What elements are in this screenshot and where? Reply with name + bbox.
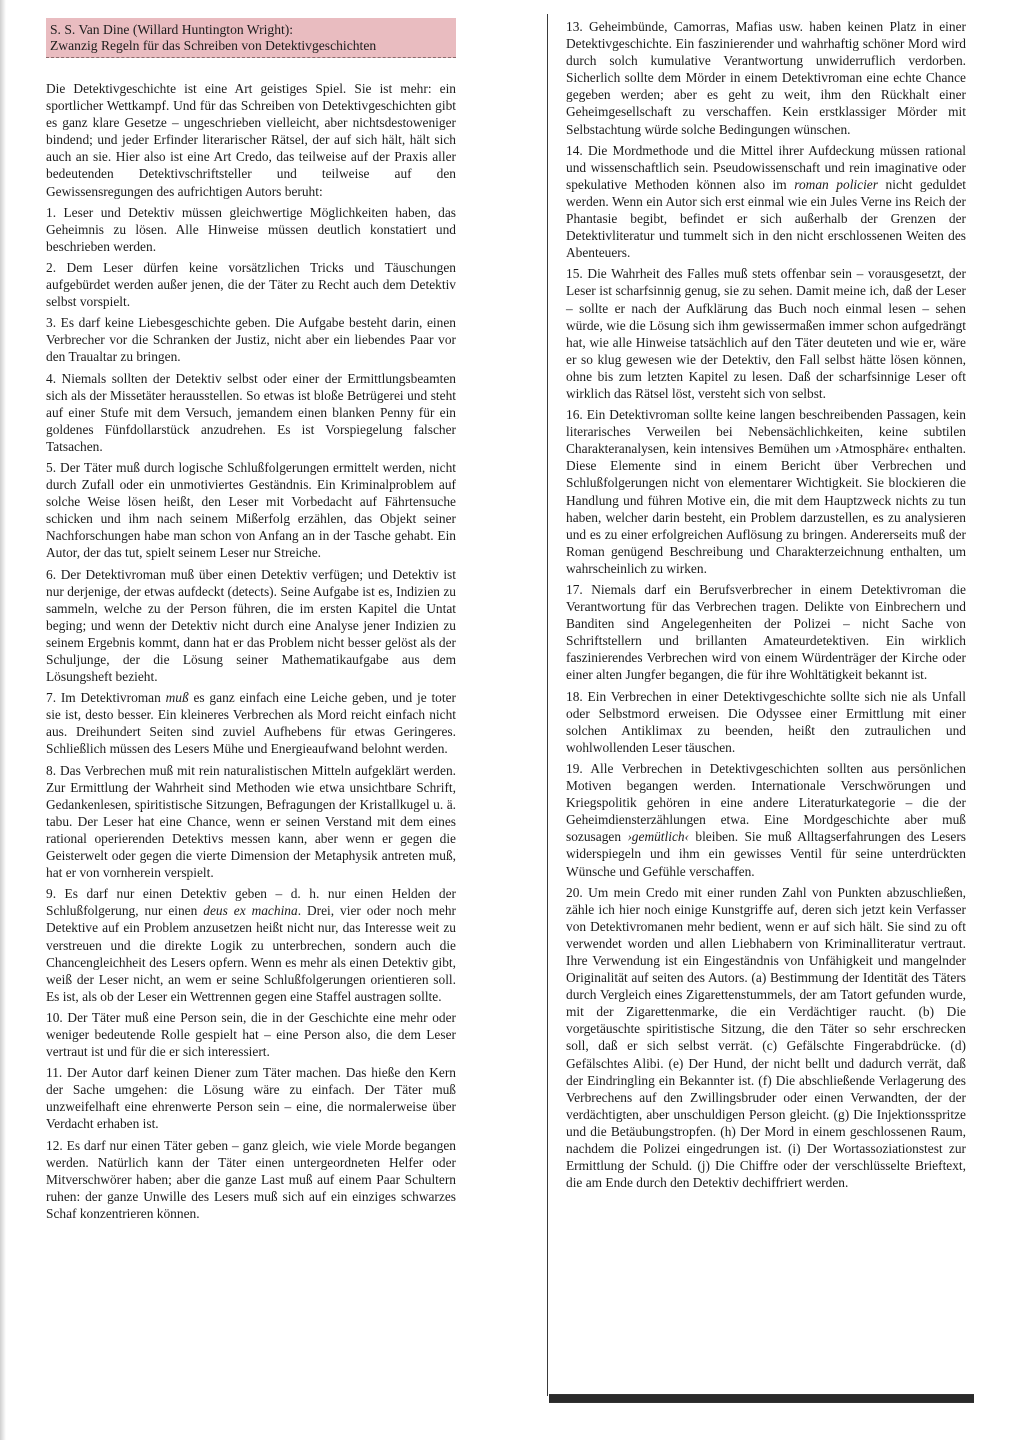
- rule-14: [566, 142, 966, 262]
- rule-17: [566, 581, 966, 684]
- article-header: [46, 18, 456, 58]
- rule-1-text: 1. Leser und Detektiv müssen gleichwertige Möglichkeiten haben, das Geheimnis zu lösen. Alle Hinweise müssen deutlich konstatiert und beschrieben werden.: [46, 204, 456, 254]
- rule-6-text: 6. Der Detektivroman muß über einen Detektiv verfügen; und Detektiv ist nur derjenige, der etwas aufdeckt (detects). Seine Aufgabe ist es, Indizien zu sammeln, welche zu der Person führen, die im ersten Kapitel die Untat beging; und wenn der Detektiv nicht durch eine Analyse jener Indizien zu seinem Ergebnis kommt, dann hat er das Problem nicht besser gelöst als der Schuljunge, der die Lösung seiner Mathematikaufgabe aus dem Lösungsheft bezieht.: [46, 566, 456, 685]
- rule-7-text: [46, 689, 456, 757]
- rule-19-text-b: bleiben. Sie muß Alltagserfahrungen des Lesers widerspiegeln und ihm ein gewisses Ventil für seine unterdrückten Wünsche und Gefühle verschaffen.: [566, 829, 966, 879]
- article-title: Zwanzig Regeln für das Schreiben von Detektivgeschichten: [50, 38, 377, 53]
- rule-19: [566, 760, 966, 880]
- rule-9-text-a: 9. Es darf nur einen Detektiv geben – d. h. nur einen Helden der Schlußfolgerung, nur einen: [46, 886, 456, 919]
- rule-15: [566, 265, 966, 402]
- scan-edge-shadow: [0, 0, 6, 1440]
- rule-9-text: [46, 885, 456, 1005]
- rule-5: [46, 459, 456, 562]
- rule-9-emphasis: deus ex machina: [203, 903, 298, 919]
- rule-6: [46, 566, 456, 686]
- rule-3-text: 3. Es darf keine Liebesgeschichte geben. Die Aufgabe besteht darin, einen Verbrecher vor die Schranken der Justiz, nicht aber ein liebendes Paar vor den Traualtar zu bringen.: [46, 315, 456, 365]
- rule-18: [566, 688, 966, 756]
- rule-10-text: 10. Der Täter muß eine Person sein, die in der Geschichte eine mehr oder weniger bedeutende Rolle gespielt hat – eine Person also, die dem Leser vertraut ist und für die er sich interessiert.: [46, 1009, 456, 1060]
- right-column: [566, 18, 966, 1195]
- rule-7: [46, 689, 456, 757]
- rule-17-text: 17. Niemals darf ein Berufsverbrecher in einem Detektivroman die Verantwortung für das Verbrechen tragen. Delikte von Einbrechern und Banditen sind Angelegenheiten der Polizei – nicht Sache von Schriftstellern und brillanten Amateurdetektiven. Ein wirklich faszinierendes Verbrechen wird von einem Würdenträger der Kirche oder einer alten Jungfer begangen, die für ihre Wohltätigkeit bekannt ist.: [566, 582, 966, 683]
- closing-rule-bar: [549, 1394, 974, 1403]
- rule-20: [566, 884, 966, 1192]
- rule-2-text: 2. Dem Leser dürfen keine vorsätzlichen Tricks und Täuschungen aufgebürdet werden außer jenen, die der Täter zu Recht auch dem Detektiv selbst vorspielt.: [46, 259, 456, 310]
- rule-20-text: 20. Um mein Credo mit einer runden Zahl von Punkten abzuschließen, zähle ich hier noch einige Kunstgriffe auf, deren sich jetzt kein Verfasser von Detektivromanen mehr bedient, wenn er auf sich hält. Sie sind zu oft verwendet worden und allen Liebhabern von Kriminalliteratur vertraut. Ihre Verwendung ist ein Eingeständnis von Unfähigkeit und mangelnder Originalität auf seiten des Autors. (a) Bestimmung der Identität des Täters durch Vergleich eines Zigarettenstummels, der am Tatort gefunden wurde, mit der Zigarettenmarke, die ein Verdächtiger raucht. (b) Die vorgetäuschte spiritistische Sitzung, die den Täter so sehr erschrecken soll, daß er sich selbst verrät. (c) Gefälschte Fingerabdrücke. (d) Gefälschtes Alibi. (e) Der Hund, der nicht bellt und dadurch verrät, daß der Eindringling ein Bekannter ist. (f) Die abschließende Verlagerung des Verbrechens auf den Zwillingsbruder oder einen Verwandten, der der verdächtigten, aber unschuldigen Person gleicht. (g) Die Injektionsspritze und die Betäubungstropfen. (h) Der Mord in einem geschlossenen Raum, nachdem die Polizei eingedrungen ist. (i) Der Wortassoziationstest zur Ermittlung der Schuld. (j) Die Chiffre oder der verschlüsselte Brieftext, die am Ende durch den Detektiv dechiffriert werden.: [566, 884, 966, 1191]
- rule-16: [566, 406, 966, 577]
- left-column: [46, 18, 456, 1226]
- column-divider: [547, 14, 548, 1396]
- rule-15-text: 15. Die Wahrheit des Falles muß stets offenbar sein – vorausgesetzt, der Leser ist scharfsinnig genug, sie zu sehen. Damit meine ich, daß der Leser – sollte er nach der Aufklärung das Buch noch einmal lesen – sehen würde, wie die Lösung sich ihm gewissermaßen immer schon aufgedrängt hat, wie alle Hinweise tatsächlich auf den Täter deuteten und wie er, wäre er so klug gewesen wie der Detektiv, den Fall selbst hätte lösen können, ohne bis zum letzten Kapitel zu lesen. Daß der scharfsinnige Leser oft wirklich das Rätsel löst, versteht sich von selbst.: [566, 266, 966, 401]
- rule-9: [46, 885, 456, 1005]
- rule-19-emphasis: ›gemütlich‹: [627, 829, 690, 845]
- rule-12-text: 12. Es darf nur einen Täter geben – ganz gleich, wie viele Morde begangen werden. Natürlich kann der Täter einen untergeordneten Helfer oder Mitverschwörer haben; aber die ganze Last muß auf einem Paar Schultern ruhen: der ganze Unwille des Lesers muß sich auf ein einziges schwarzes Schaf konzentrieren können.: [46, 1137, 456, 1221]
- rule-7-emphasis: muß: [165, 690, 189, 706]
- intro-text: Die Detektivgeschichte ist eine Art geistiges Spiel. Sie ist mehr: ein sportlicher Wettkampf. Und für das Schreiben von Detektivgeschichten gibt es ganz klare Gesetze – ungeschrieben vielleicht, aber nichtsdestoweniger bindend; und jeder Erfinder literarischer Rätsel, der auf sich hält, hält sich auch an sie. Hier also ist eine Art Credo, das teilweise auf der Praxis aller bedeutenden Detektivschriftsteller und teilweise auf den Gewissensregungen des aufrichtigen Autors beruht:: [46, 81, 456, 199]
- rule-19-text: [566, 760, 966, 880]
- author-line: S. S. Van Dine (Willard Huntington Wright):: [50, 22, 294, 37]
- rule-13-text: 13. Geheimbünde, Camorras, Mafias usw. haben keinen Platz in einer Detektivgeschichte. Ein faszinierender und wahrhaftig schöner Mord wird durch solch kumulative Verantwortung unwiderruflich verdorben. Sicherlich sollte dem Mörder in einem Detektivroman eine echte Chance gegeben werden; aber es geht zu weit, ihm den Rückhalt einer Geheimgesellschaft zu verschaffen. Kein erstklassiger Mörder mit Selbstachtung würde solche Bedingungen wünschen.: [566, 19, 966, 137]
- rule-1: [46, 204, 456, 255]
- rule-12: [46, 1137, 456, 1222]
- rule-14-text-a: 14. Die Mordmethode und die Mittel ihrer Aufdeckung müssen rational und wissenschaftlich sein. Pseudowissenschaft und rein imaginative oder spekulative Methoden können also im: [566, 142, 966, 192]
- intro-paragraph: [46, 80, 456, 200]
- rule-8: [46, 762, 456, 882]
- rule-11: [46, 1064, 456, 1132]
- rule-9-text-b: . Drei, vier oder noch mehr Detektive auf ein Problem anzusetzen heißt nicht nur, das Interesse weit zu verstreuen und die direkte Logik zu unterbrechen, sondern auch die Chancengleichheit des Lesers opfern. Wenn es mehr als einen Detektiv gibt, weiß der Leser nicht, an wem er seine Schlußfolgerungen orientieren soll. Es ist, als ob der Leser ein Wettrennen gegen eine Staffel austragen sollte.: [46, 903, 456, 1004]
- rule-16-text: 16. Ein Detektivroman sollte keine langen beschreibenden Passagen, kein literarisches Verweilen bei Nebensächlichkeiten, keine subtilen Charakteranalysen, kein intensives Bemühen um ›Atmosphäre‹ enthalten. Diese Elemente sind in einem Bericht über Verbrechen und Schlußfolgerungen nicht von elementarer Wichtigkeit. Sie blockieren die Handlung und führen Motive ein, die mit dem Hauptzweck nichts zu tun haben, welcher darin besteht, ein Problem darzustellen, es zu analysieren und es zu einer erfolgreichen Auflösung zu bringen. Andererseits muß der Roman genügend Beschreibung und Charakterzeichnung enthalten, um wahrscheinlich zu wirken.: [566, 407, 966, 576]
- rule-5-text: 5. Der Täter muß durch logische Schlußfolgerungen ermittelt werden, nicht durch Zufall oder ein unmotiviertes Geständnis. Ein Kriminalproblem auf solche Weise lösen heißt, den Leser mit Vorbedacht auf Fährtensuche schicken und ihm nach seinem Mißerfolg erzählen, das Objekt seiner Nachforschungen habe man schon von Anfang an in der Tasche gehabt. Ein Autor, der das tut, spielt seinem Leser nur Streiche.: [46, 459, 456, 561]
- rule-4-text: 4. Niemals sollten der Detektiv selbst oder einer der Ermittlungsbeamten sich als der Missetäter herausstellen. So etwas ist bloße Betrügerei und steht auf einer Stufe mit dem Versuch, jemandem einen blanken Penny für ein goldenes Fünfdollarstück anzudrehen. Es ist Vorspiegelung falscher Tatsachen.: [46, 370, 456, 454]
- rule-8-text: 8. Das Verbrechen muß mit rein naturalistischen Mitteln aufgeklärt werden. Zur Ermittlung der Wahrheit sind Methoden wie etwa unsichtbare Schrift, Gedankenlesen, spiritistische Sitzungen, Befragungen der Kristallkugel u. ä. tabu. Der Leser hat eine Chance, wenn er seinen Verstand mit dem eines rational operierenden Detektivs messen kann, aber wenn er gegen die Geisterwelt oder gegen die vierte Dimension der Metaphysik antreten muß, hat er von vornherein verspielt.: [46, 762, 456, 881]
- rule-4: [46, 370, 456, 455]
- rule-19-text-a: 19. Alle Verbrechen in Detektivgeschichten sollten aus persönlichen Motiven begangen werden. Internationale Verschwörungen und Kriegspolitik gehören in eine andere Literaturkategorie – die der Geheimdiensterzählungen etwa. Eine Mordgeschichte aber muß sozusagen: [566, 760, 966, 845]
- rule-14-emphasis: roman policier: [794, 176, 878, 192]
- rule-14-text-b: nicht geduldet werden. Wenn ein Autor sich erst einmal wie ein Jules Verne ins Reich der Phantasie begibt, befindet er sich außerhalb der Grenzen der Detektivliteratur und tummelt sich in den nicht erschlossenen Weiten des Abenteuers.: [566, 176, 966, 261]
- rule-3: [46, 314, 456, 365]
- rule-18-text: 18. Ein Verbrechen in einer Detektivgeschichte sollte sich nie als Unfall oder Selbstmord erweisen. Die Odyssee einer Ermittlung mit einer solchen Antiklimax zu beenden, heißt den zutraulichen und wohlwollenden Leser täuschen.: [566, 688, 966, 755]
- rule-7-text-a: 7. Im Detektivroman: [46, 690, 166, 706]
- rule-2: [46, 259, 456, 310]
- rule-13: [566, 18, 966, 138]
- rule-14-text: [566, 142, 966, 262]
- rule-11-text: 11. Der Autor darf keinen Diener zum Täter machen. Das hieße den Kern der Sache umgehen: die Lösung wäre zu einfach. Der Täter muß unzweifelhaft eine ehrenwerte Person sein – eine, die normalerweise über Verdacht erhaben ist.: [46, 1065, 456, 1132]
- rule-10: [46, 1009, 456, 1060]
- rule-7-text-b: es ganz einfach eine Leiche geben, und je toter sie ist, desto besser. Ein kleineres Verbrechen als Mord reicht einfach nicht aus. Dreihundert Seiten sind zuviel Aufhebens für etwas Geringeres. Schließlich müssen des Lesers Mühe und Energieaufwand belohnt werden.: [46, 690, 456, 757]
